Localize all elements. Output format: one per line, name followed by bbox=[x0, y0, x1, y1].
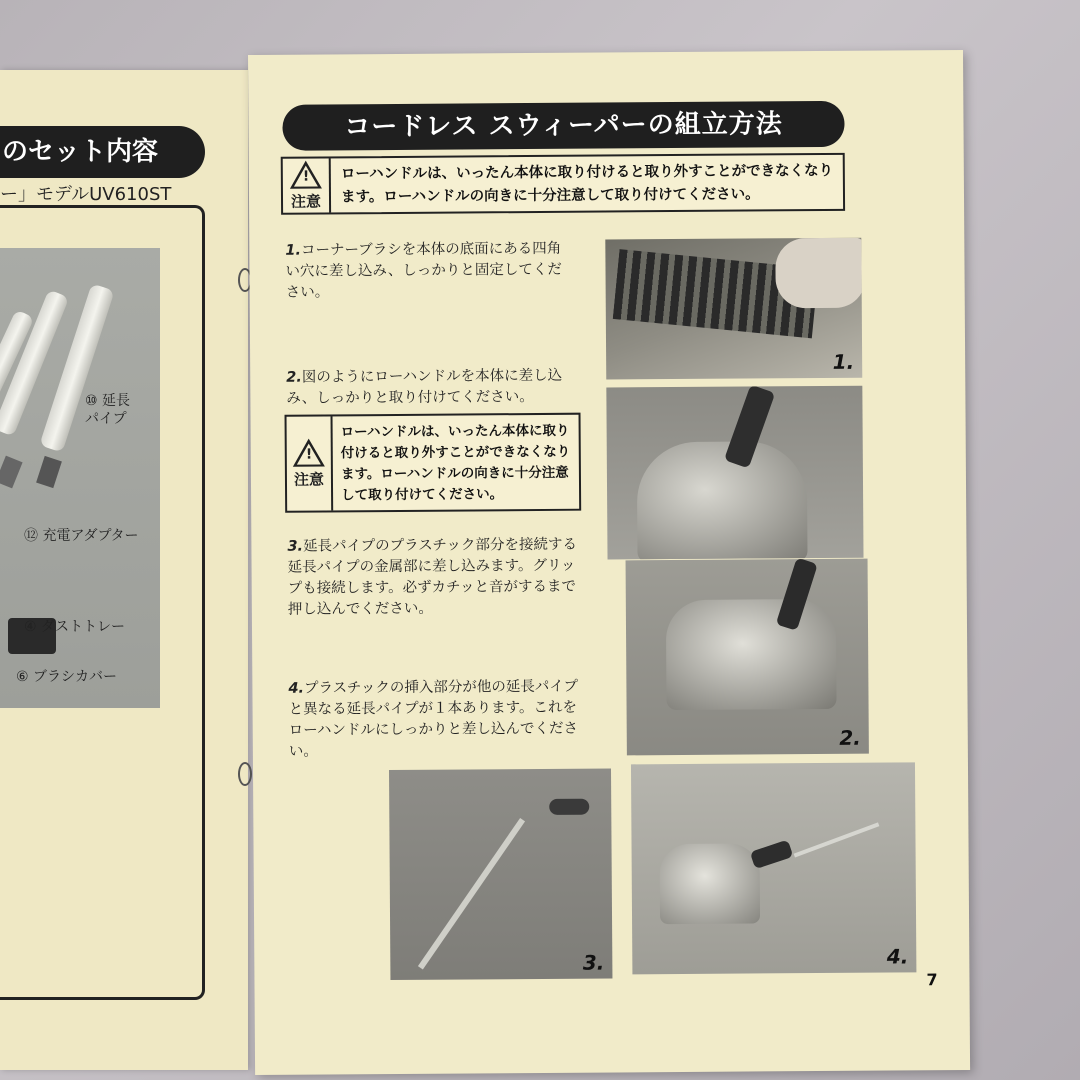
part-label-adapter: ⑫ 充電アダプター bbox=[24, 528, 139, 544]
caution-label: 注意 bbox=[290, 191, 322, 211]
page-number: 7 bbox=[926, 970, 938, 990]
warning-icon: ! bbox=[290, 160, 322, 188]
photo-label-4: 4. bbox=[886, 944, 909, 969]
warning-icon: ! bbox=[293, 438, 325, 466]
top-caution-box bbox=[281, 153, 845, 215]
left-page-title: のセット内容 bbox=[0, 126, 205, 178]
model-line: ー」モデルUV610ST bbox=[0, 184, 172, 205]
staple-bottom bbox=[238, 762, 252, 786]
photo-step-3 bbox=[389, 768, 612, 980]
photo-step-4 bbox=[631, 762, 916, 974]
photo-label-2: 2. bbox=[839, 725, 861, 750]
right-page bbox=[248, 50, 970, 1075]
part-label-pipe: ⑩ 延長 パイプ bbox=[85, 393, 131, 427]
step2-caution-text: ローハンドルは、いったん本体に取り付けると取り外すことができなくなります。ローハンドルの向きに十分注意して取り付けてください。 bbox=[340, 422, 571, 504]
photo-step-2a bbox=[606, 386, 863, 560]
step-2: 2.図のようにローハンドルを本体に差し込み、しっかりと取り付けてください。 bbox=[286, 367, 563, 407]
step2-caution-box bbox=[285, 413, 582, 513]
step-1: 1.コーナーブラシを本体の底面にある四角い穴に差し込み、しっかりと固定してください。 bbox=[285, 240, 562, 301]
part-label-brush-cover: ⑥ ブラシカバー bbox=[16, 669, 118, 685]
photo-step-1 bbox=[605, 238, 862, 380]
photo-label-1: 1. bbox=[832, 349, 855, 374]
caution-label: 注意 bbox=[293, 469, 325, 489]
step-3: 3.延長パイプのプラスチック部分を接続する延長パイプの金属部に差し込みます。グリップも接続します。必ずカチッと音がするまで押し込んでください。 bbox=[287, 536, 577, 618]
top-caution-text: ローハンドルは、いったん本体に取り付けると取り外すことができなくなります。ローハンドルの向きに十分注意して取り付けてください。 bbox=[340, 162, 834, 206]
photo-step-2b bbox=[626, 559, 869, 756]
caution-icon-cell bbox=[283, 158, 331, 212]
part-label-dust-tray: ④ ダストトレー bbox=[24, 619, 126, 635]
photo-label-3: 3. bbox=[582, 950, 605, 975]
parts-photo bbox=[0, 248, 160, 708]
left-page bbox=[0, 70, 248, 1070]
step-4: 4.プラスチックの挿入部分が他の延長パイプと異なる延長パイプが１本あります。これをローハンドルにしっかりと差し込んでください。 bbox=[288, 678, 579, 760]
page-title: コードレス スウィーパーの組立方法 bbox=[282, 101, 844, 151]
caution-icon-cell bbox=[287, 416, 334, 510]
